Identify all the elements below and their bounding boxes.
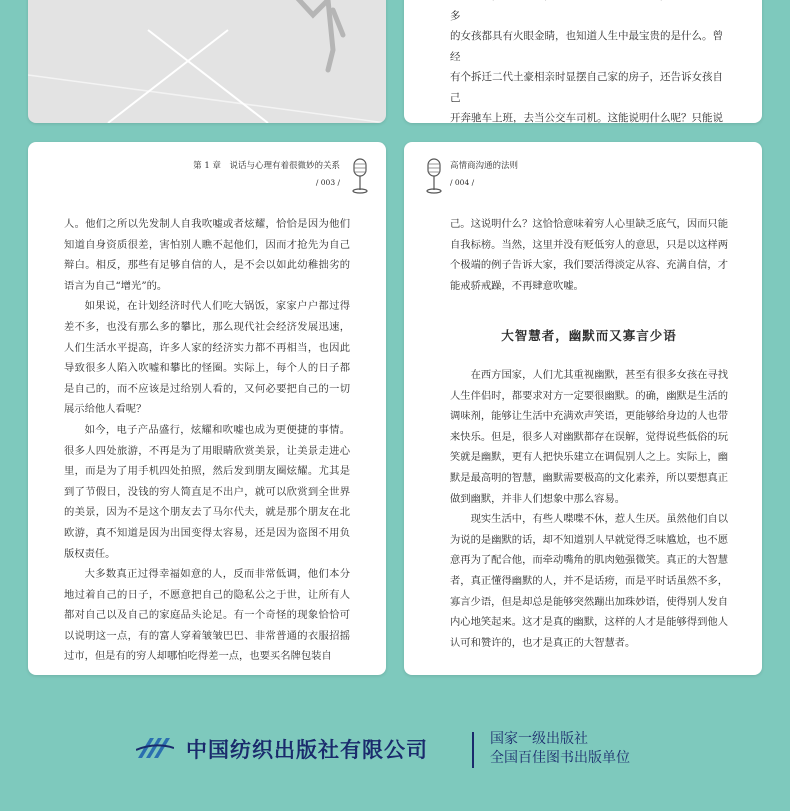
microphone-icon xyxy=(350,158,370,194)
page-fragment-text xyxy=(450,0,732,123)
page-body xyxy=(450,214,728,653)
page-number: / 004 / xyxy=(450,178,475,187)
paragraph: 现实生活中，有些人喋喋不休，惹人生厌。虽然他们自以为说的是幽默的话，却不知道别人早就觉得乏味尴尬，也不愿意再为了配合他，而牵动嘴角的肌肉勉强微笑。真正的大智慧者，真正懂得幽默的人，并不是话痨，而是平时话虽然不多，寡言少语，但是却总是能够突然蹦出加珠妙语，使得别人发自内心地笑起来。这才是真的幽默，这样的人才是能够得到他人认可和赞许的，也才是真正的大智慧者。 xyxy=(450,513,729,649)
tagline-line-1: 国家一级出版社 xyxy=(490,731,588,747)
paragraph: 大多数真正过得幸福如意的人，反而非常低调，他们本分地过着自己的日子，不愿意把自己的隐私公之于世，让所有人都对自己以及自己的家庭品头论足。有一个奇怪的现象恰恰可以说明这一点，有的富人穿着皱皱巴巴、非常普通的衣服招摇过市，但是有的穷人却哪怕吃得差一点，也要买名牌包装自 xyxy=(64,568,350,663)
publisher-name: 中国纺织出版社有限公司 xyxy=(186,738,428,762)
book-page-003 xyxy=(28,142,386,675)
paragraph: 己。这说明什么？这恰恰意味着穷人心里缺乏底气，因而只能自我标榜。当然，这里并没有贬低穷人的意思，只是以这样两个极端的例子告诉大家，我们要活得淡定从容、充满自信，才能戒骄戒躁，不再肆意吹嘘。 xyxy=(450,218,729,292)
text-line: 开奔驰车上班，去当公交车司机。这能说明什么呢？只能说 xyxy=(450,112,723,123)
text-line: 的女孩都具有火眼金睛，也知道人生中最宝贵的是什么。曾经 xyxy=(450,30,723,63)
tagline-line-2: 全国百佳图书出版单位 xyxy=(490,750,630,766)
section-title: 大智慧者，幽默而又寡言少语 xyxy=(501,328,677,344)
image-placeholder-card xyxy=(28,0,386,123)
page-number: / 003 / xyxy=(315,178,340,187)
publisher-footer xyxy=(0,730,790,770)
microphone-icon xyxy=(424,158,444,194)
chapter-title: 高情商沟通的法则 xyxy=(450,161,519,171)
page-fragment-top-right xyxy=(404,0,762,123)
page-header xyxy=(450,160,518,189)
publisher-tagline xyxy=(490,730,630,768)
paragraph: 人。他们之所以先发制人自我吹嘘或者炫耀，恰恰是因为他们知道自身资质很差，害怕别人瞧不起他们，因而才抢先为自己辩白。相反，那些有足够自信的人，是不会以如此幼稚拙劣的语言为自己“增光”的。 xyxy=(64,218,350,292)
page-header xyxy=(193,160,340,189)
publisher-logo-icon xyxy=(136,734,174,762)
paragraph: 如今，电子产品盛行，炫耀和吹嘘也成为更便捷的事情。很多人四处旅游，不再是为了用眼睛欣赏美景，让美景走进心里，而是为了用手机四处拍照，然后发到朋友圈炫耀。尤其是到了节假日，没钱的穷人简直足不出户，就可以欣赏到全世界的美景，因为不是这个朋友去了马尔代夫，就是那个朋友在北欧游，真不知道是因为出国变得太容易，还是因为盗图不用负版权责任。 xyxy=(64,423,350,560)
chapter-title: 第 1 章 说话与心理有着很微妙的关系 xyxy=(193,161,340,171)
text-line: 多 xyxy=(450,9,461,22)
paragraph: 在西方国家，人们尤其重视幽默，甚至有很多女孩在寻找人生伴侣时，都要求对方一定要很幽默。的确，幽默是生活的调味剂，能够让生活中充满欢声笑语，更能够给身边的人也带来快乐。但是，很多人对幽默都存在误解，觉得说些低俗的玩笑就是幽默，更有人把快乐建立在调侃别人之上。实际上，幽默是最高明的智慧，幽默需要极高的文化素养，所以要想真正做到幽默，并非人们想象中那么容易。 xyxy=(450,368,729,505)
page-body xyxy=(64,214,350,667)
paragraph: 如果说，在计划经济时代人们吃大锅饭，家家户户都过得差不多，也没有那么多的攀比，那么现代社会经济发展迅速，人们生活水平提高，许多人家的经济实力都不再相当，也因此导致很多人陷入吹嘘和攀比的怪圈。实际上，每个人的日子都是自己的，而不应该是过给别人看的，又何必要把自己的一切展示给他人看呢？ xyxy=(64,300,350,416)
text-line: 有个拆迁二代土豪相亲时显摆自己家的房子，还告诉女孩自己 xyxy=(450,71,723,104)
book-page-004 xyxy=(404,142,762,675)
placeholder-figure-icon xyxy=(28,0,386,123)
footer-divider xyxy=(472,732,474,768)
